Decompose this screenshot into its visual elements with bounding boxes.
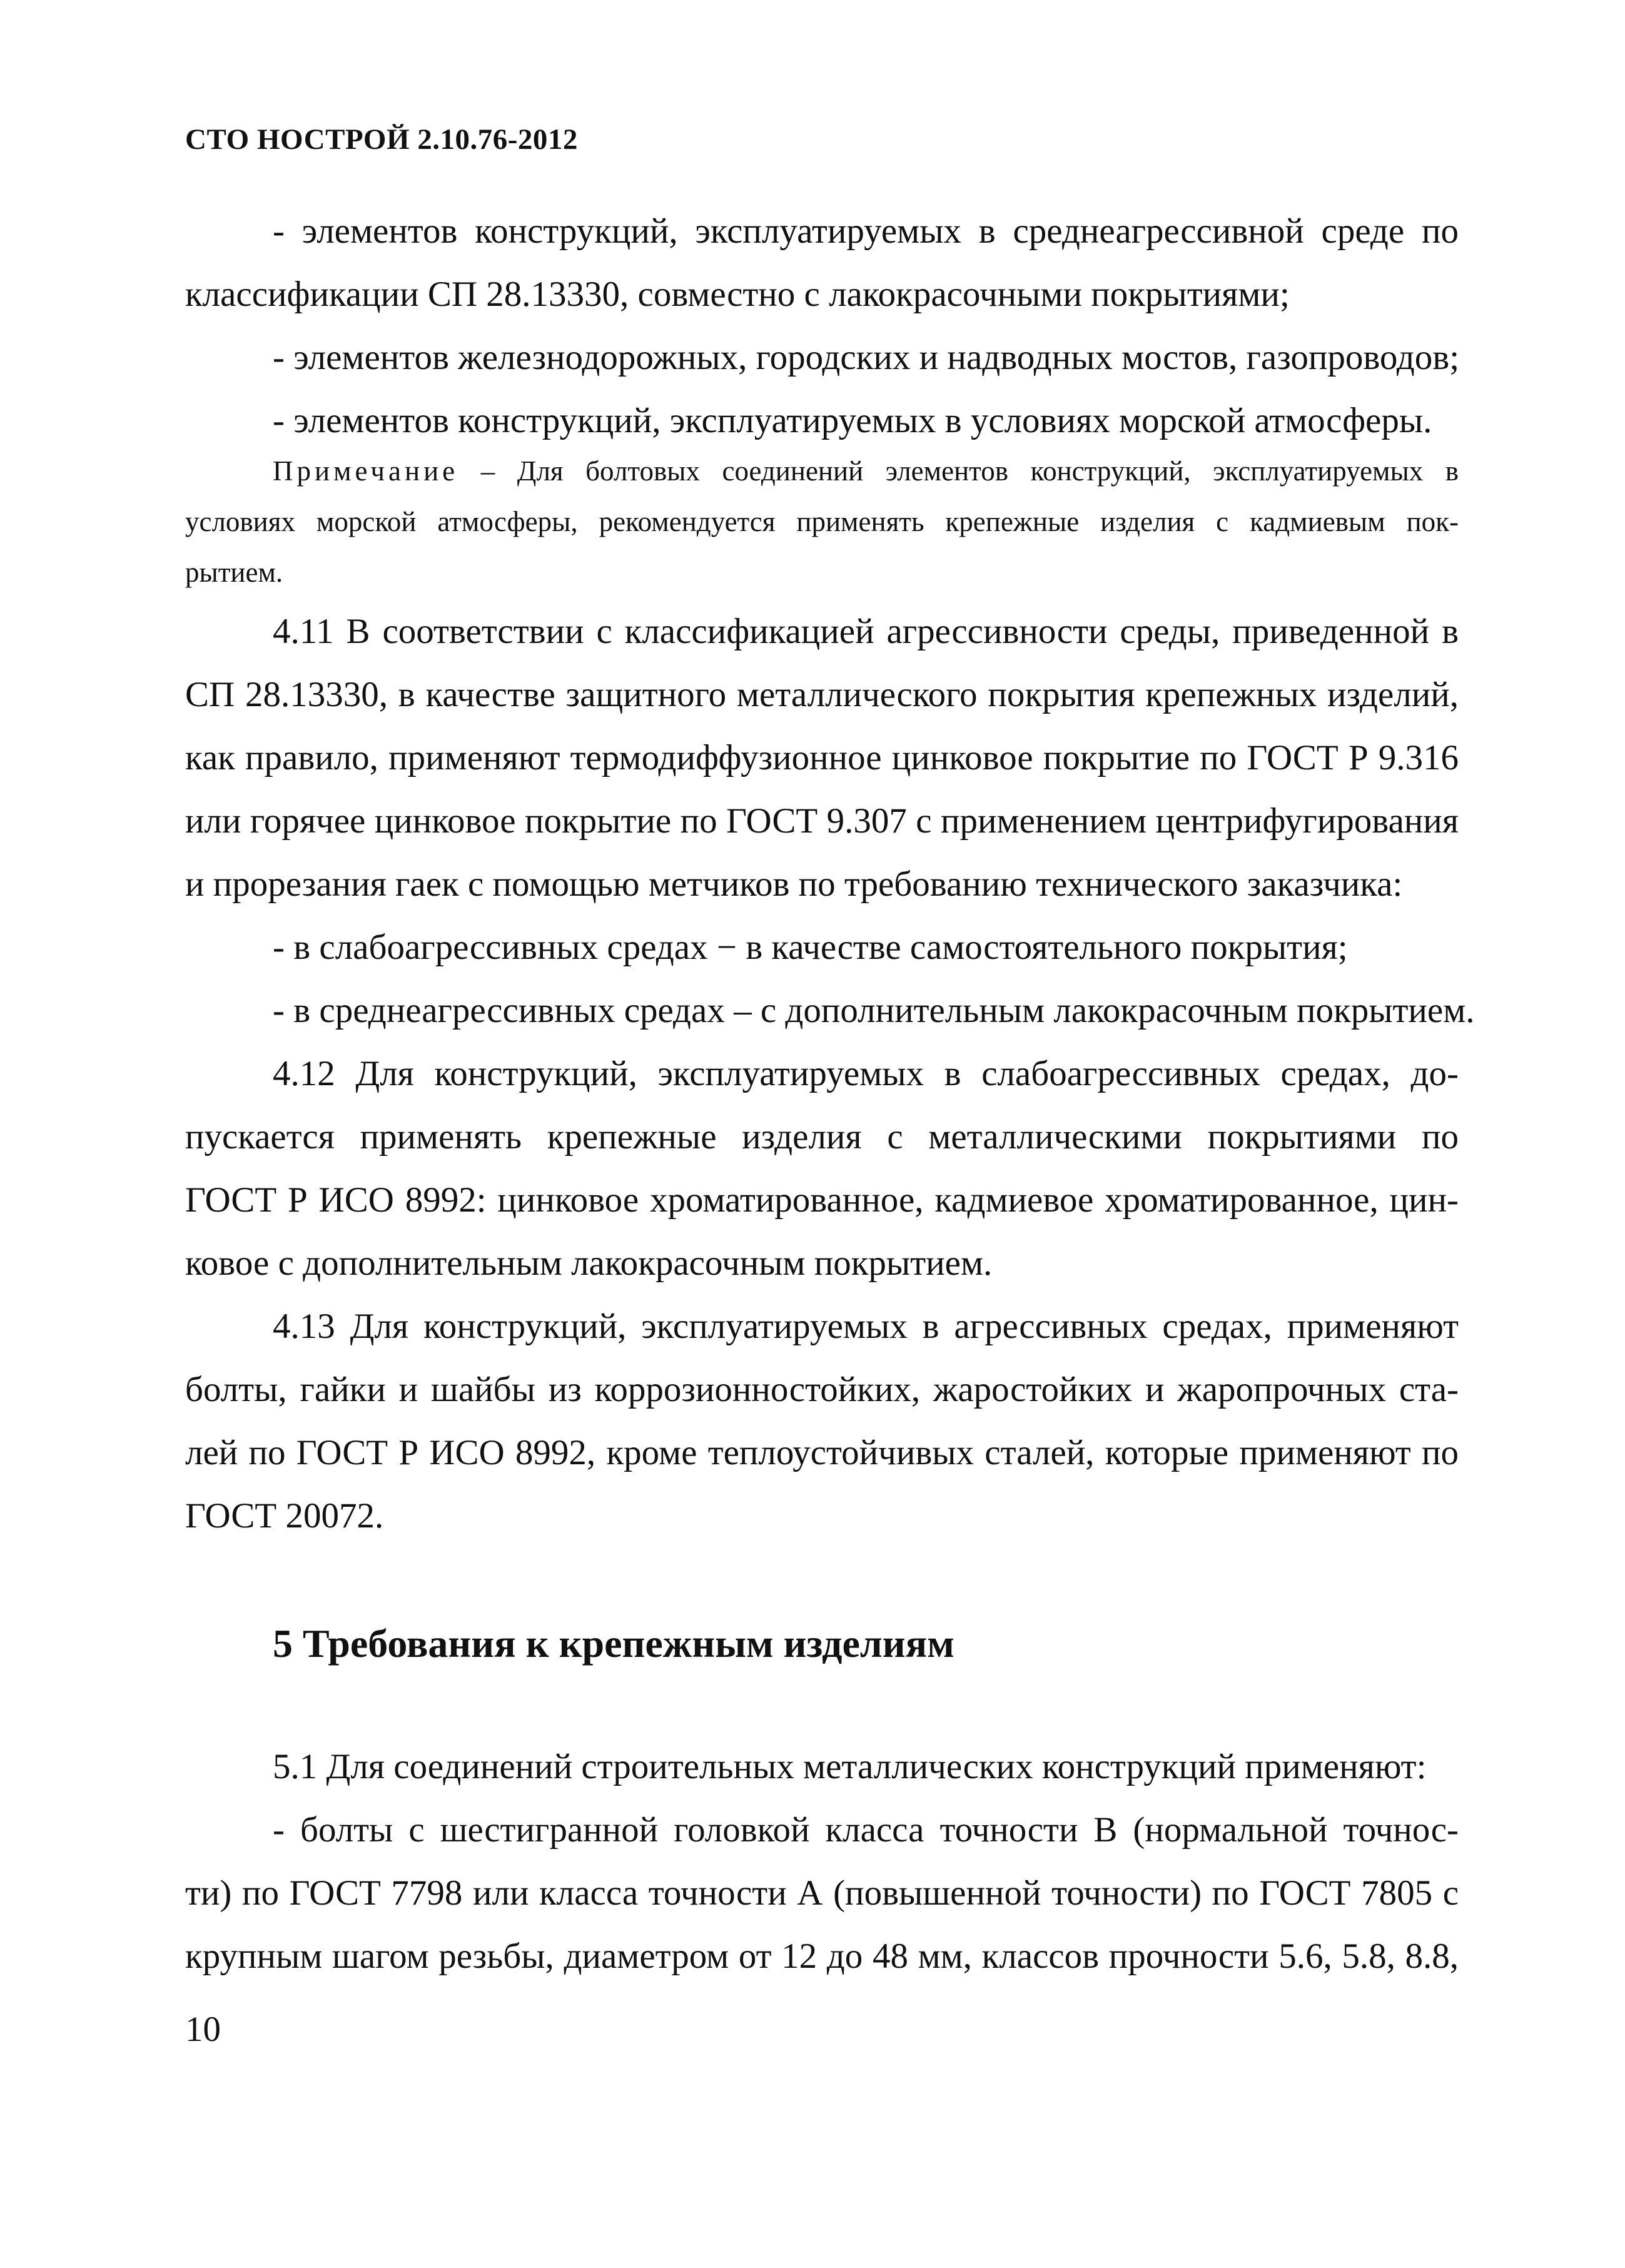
list-item-line: - элементов железнодорожных, городских и надводных мостов, газопроводов; bbox=[273, 338, 1460, 377]
list-item-line: - болты с шестигранной головкой класса точности В (нормальной точнос- bbox=[273, 1810, 1459, 1850]
paragraph-line: СП 28.13330, в качестве защитного металлического покрытия крепежных изделий, bbox=[185, 675, 1459, 714]
document-header-code: СТО НОСТРОЙ 2.10.76-2012 bbox=[185, 123, 578, 156]
paragraph-line: как правило, применяют термодиффузионное цинковое покрытие по ГОСТ Р 9.316 bbox=[185, 738, 1459, 777]
paragraph-line: 4.11 В соответствии с классификацией агрессивности среды, приведенной в bbox=[273, 612, 1459, 651]
list-item-line: - в слабоагрессивных средах − в качестве самостоятельного покрытия; bbox=[273, 928, 1348, 967]
paragraph-line: 4.12 Для конструкций, эксплуатируемых в слабоагрессивных средах, до- bbox=[273, 1054, 1459, 1093]
paragraph-line: ГОСТ 20072. bbox=[185, 1496, 384, 1536]
list-item-line: крупным шагом резьбы, диаметром от 12 до 48 мм, классов прочности 5.6, 5.8, 8.8, bbox=[185, 1936, 1459, 1976]
paragraph-line: или горячее цинковое покрытие по ГОСТ 9.307 с применением центрифугирования bbox=[185, 801, 1459, 841]
paragraph-line: 4.13 Для конструкций, эксплуатируемых в агрессивных средах, применяют bbox=[273, 1307, 1459, 1346]
paragraph-line: пускается применять крепежные изделия с металлическими покрытиями по bbox=[185, 1117, 1459, 1157]
list-item-line: ти) по ГОСТ 7798 или класса точности А (повышенной точности) по ГОСТ 7805 с bbox=[185, 1873, 1459, 1913]
paragraph-line: ковое с дополнительным лакокрасочным покрытием. bbox=[185, 1243, 993, 1283]
note-line: рытием. bbox=[185, 557, 283, 588]
note-label: Примечание bbox=[273, 455, 459, 487]
note-text: – Для болтовых соединений элементов конструкций, эксплуатируемых в bbox=[480, 455, 1459, 487]
paragraph-line: и прорезания гаек с помощью метчиков по требованию технического заказчика: bbox=[185, 864, 1403, 904]
list-item-line: - элементов конструкций, эксплуатируемых в условиях морской атмосферы. bbox=[273, 401, 1432, 440]
paragraph-line: ГОСТ Р ИСО 8992: цинковое хроматированное, кадмиевое хроматированное, цин- bbox=[185, 1180, 1459, 1220]
note-line: условиях морской атмосферы, рекомендуется применять крепежные изделия с кадмиевым пок- bbox=[185, 506, 1459, 537]
page-number: 10 bbox=[185, 2010, 221, 2049]
note-line bbox=[273, 453, 1459, 489]
list-item-line: - в среднеагрессивных средах – с дополнительным лакокрасочным покрытием. bbox=[273, 991, 1475, 1030]
paragraph-line: 5.1 Для соединений строительных металлических конструкций применяют: bbox=[273, 1747, 1427, 1786]
list-item-line: классификации СП 28.13330, совместно с лакокрасочными покрытиями; bbox=[185, 275, 1290, 314]
paragraph-line: лей по ГОСТ Р ИСО 8992, кроме теплоустойчивых сталей, которые применяют по bbox=[185, 1433, 1459, 1472]
list-item-line: - элементов конструкций, эксплуатируемых в среднеагрессивной среде по bbox=[273, 211, 1459, 251]
paragraph-line: болты, гайки и шайбы из коррозионностойких, жаростойких и жаропрочных ста- bbox=[185, 1370, 1459, 1409]
section-title: 5 Требования к крепежным изделиям bbox=[273, 1621, 954, 1666]
